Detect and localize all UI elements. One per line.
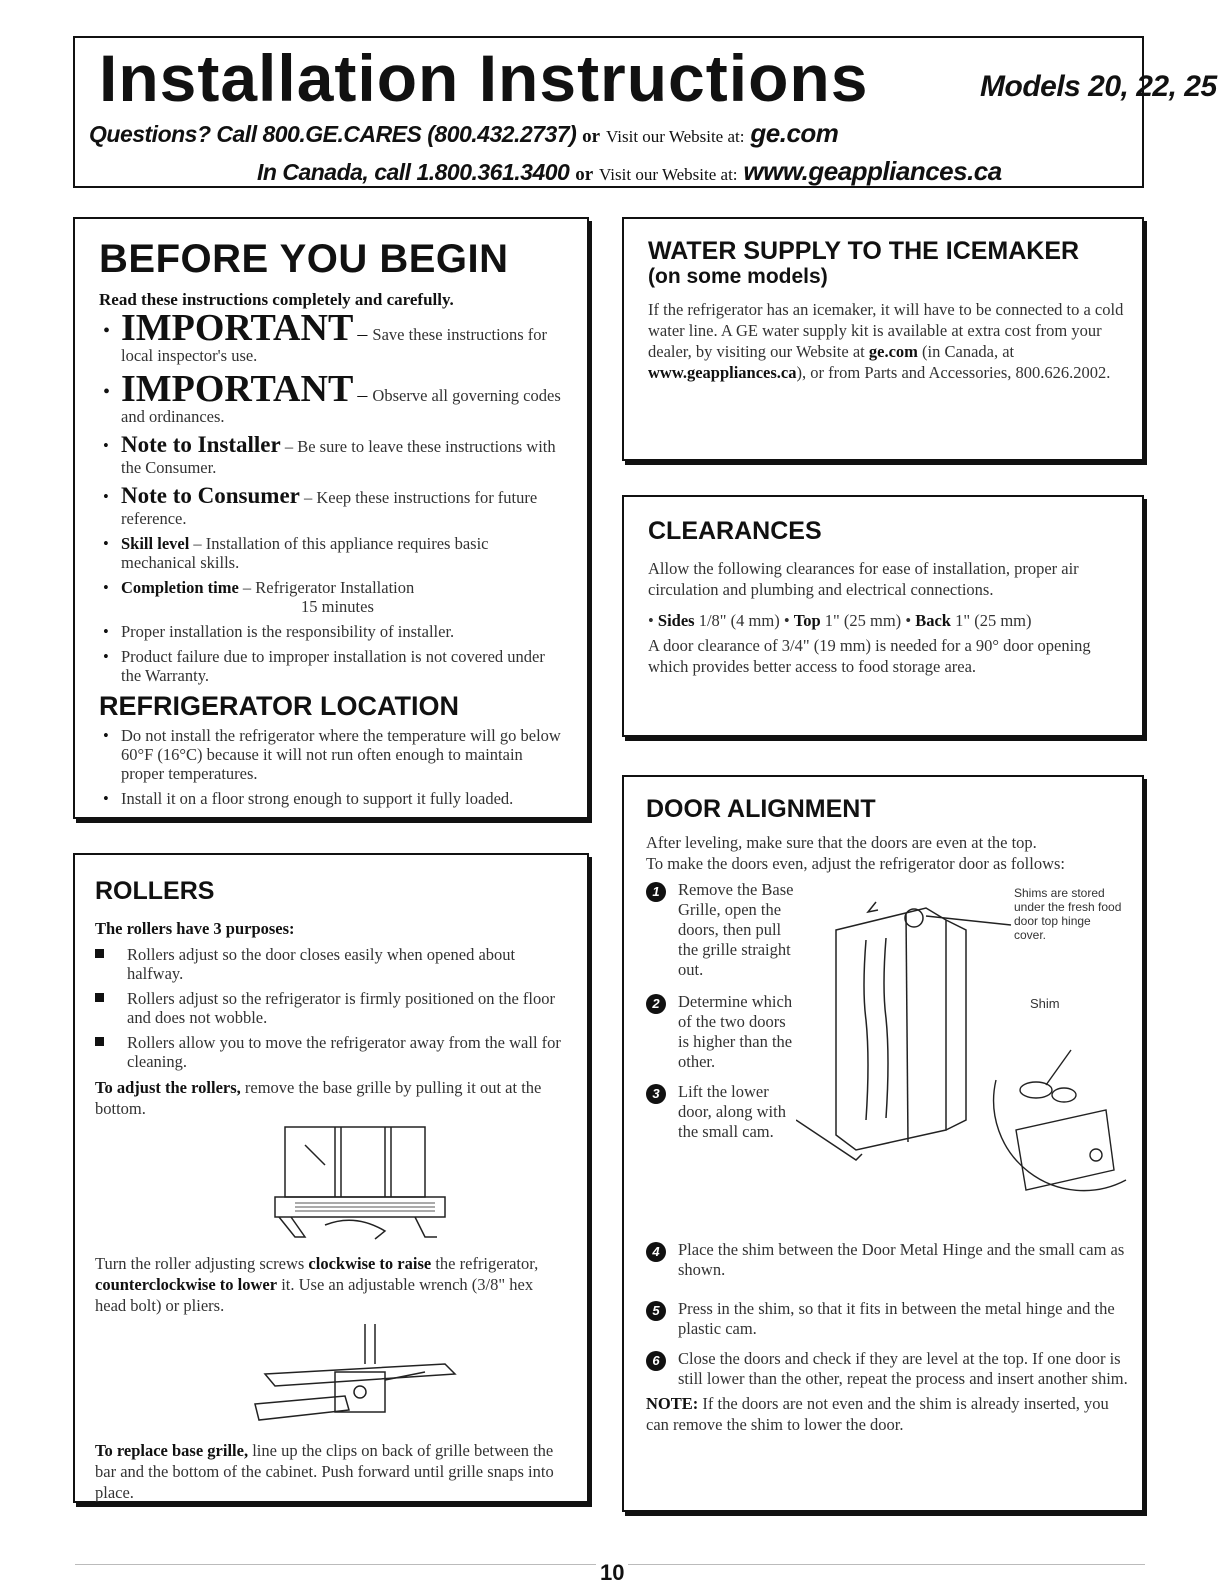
door-intro-1: After leveling, make sure that the doors are even at the top. <box>646 833 1037 852</box>
step-2: 2 Determine which of the two doors is higher than the other. <box>646 992 798 1072</box>
water-supply-section <box>622 217 1144 461</box>
completion-time-item: • Completion time – Refrigerator Installation 15 minutes <box>103 578 415 616</box>
location-item-2: • Install it on a floor strong enough to support it fully loaded. <box>103 789 514 808</box>
visit-text: Visit our Website at: <box>606 127 745 146</box>
step-5: 5 Press in the shim, so that it fits in between the metal hinge and the plastic cam. <box>646 1299 1138 1339</box>
questions-line <box>89 118 838 149</box>
turn-screws-text: Turn the roller adjusting screws clockwise to raise the refrigerator, counterclockwise to lower it. Use an adjustable wrench (3/8" hex head bolt) or pliers. <box>95 1254 539 1315</box>
shims-stored-callout: Shims are stored under the fresh food door top hinge cover. <box>1014 886 1122 942</box>
rollers-lead: The rollers have 3 purposes: <box>95 919 295 938</box>
note-consumer-item: • Note to Consumer – Keep these instructions for future reference. <box>103 483 538 528</box>
page-number: 10 <box>596 1560 628 1586</box>
adjust-rollers-text: To adjust the rollers, remove the base grille by pulling it out at the bottom. <box>95 1078 542 1118</box>
visit-text-2: Visit our Website at: <box>599 165 738 184</box>
roller-purpose-2: Rollers adjust so the refrigerator is firmly positioned on the floor and does not wobble. <box>95 989 567 1027</box>
section-title: CLEARANCES <box>648 517 822 545</box>
note-installer-item: • Note to Installer – Be sure to leave these instructions with the Consumer. <box>103 432 556 477</box>
section-title: BEFORE YOU BEGIN <box>99 237 509 281</box>
warranty-item: • Product failure due to improper installation is not covered under the Warranty. <box>103 647 545 685</box>
door-alignment-section <box>622 775 1144 1512</box>
models-label: Models 20, 22, 25 <box>980 70 1217 103</box>
clearances-intro: Allow the following clearances for ease of installation, proper air circulation and plumbing and electrical connections. <box>648 559 1079 599</box>
lead-text: Read these instructions completely and carefully. <box>99 290 454 309</box>
geappliances-link[interactable]: www.geappliances.ca <box>648 363 797 382</box>
proper-installation-item: • Proper installation is the responsibility of installer. <box>103 622 455 641</box>
section-title: DOOR ALIGNMENT <box>646 795 876 823</box>
important-item-2: • IMPORTANT – Observe all governing codes and ordinances. <box>103 368 561 426</box>
step-4: 4 Place the shim between the Door Metal Hinge and the small cam as shown. <box>646 1240 1138 1280</box>
important-heading: IMPORTANT <box>121 368 354 410</box>
clearances-values: • Sides 1/8" (4 mm) • Top 1" (25 mm) • Back 1" (25 mm) <box>648 611 1032 630</box>
door-note: NOTE: If the doors are not even and the shim is already inserted, you can remove the shim to lower the door. <box>646 1394 1109 1434</box>
page-title: Installation Instructions <box>99 41 869 115</box>
canada-website-link[interactable]: www.geappliances.ca <box>743 156 1002 186</box>
location-item-1: • Do not install the refrigerator where the temperature will go below 60°F (16°C) because it will not run often enough to maintain proper temperatures. <box>103 726 561 783</box>
header-box <box>73 36 1217 188</box>
section-title: ROLLERS <box>95 877 215 905</box>
skill-level-item: • Skill level – Installation of this appliance requires basic mechanical skills. <box>103 534 489 572</box>
or-text-2: or <box>575 164 594 185</box>
roller-purpose-1: Rollers adjust so the door closes easily when opened about halfway. <box>95 945 567 983</box>
clearances-section <box>622 495 1144 737</box>
step-6: 6 Close the doors and check if they are level at the top. If one door is still lower than the other, repeat the process and insert another shim. <box>646 1349 1138 1389</box>
before-you-begin-section <box>73 217 589 819</box>
shim-callout: Shim <box>1030 996 1060 1011</box>
roller-purpose-3: Rollers allow you to move the refrigerator away from the wall for cleaning. <box>95 1033 567 1071</box>
canada-line <box>257 156 1002 187</box>
step-3: 3 Lift the lower door, along with the small cam. <box>646 1082 798 1142</box>
base-grille-illustration <box>265 1125 485 1243</box>
roller-wrench-illustration <box>245 1324 485 1434</box>
website-link[interactable]: ge.com <box>750 118 839 148</box>
water-paragraph: If the refrigerator has an icemaker, it will have to be connected to a cold water line. A GE water supply kit is available at extra cost from your dealer, by visiting our Website at ge.com (in Canada, at www.geappliances.ca), or from Parts and Accessories, 800.626.2002. <box>648 300 1124 382</box>
door-steps-area <box>646 880 1130 1279</box>
rollers-section <box>73 853 589 1503</box>
important-item-1: • IMPORTANT – Save these instructions for local inspector's use. <box>103 307 548 365</box>
ge-link[interactable]: ge.com <box>868 342 918 361</box>
or-text: or <box>582 126 601 147</box>
canada-phone: In Canada, call 1.800.361.3400 <box>257 159 570 185</box>
location-title: REFRIGERATOR LOCATION <box>99 691 459 721</box>
important-heading: IMPORTANT <box>121 307 354 349</box>
replace-grille-text: To replace base grille, line up the clips on back of grille between the bar and the bottom of the cabinet. Push forward until grille snaps into place. <box>95 1441 554 1502</box>
section-subtitle: (on some models) <box>648 265 828 288</box>
section-title: WATER SUPPLY TO THE ICEMAKER <box>648 237 1080 265</box>
step-1: 1 Remove the Base Grille, open the doors, then pull the grille straight out. <box>646 880 798 980</box>
door-intro-2: To make the doors even, adjust the refrigerator door as follows: <box>646 854 1066 873</box>
door-clearance-text: A door clearance of 3/4" (19 mm) is needed for a 90° door opening which provides better access to food storage area. <box>648 636 1091 676</box>
questions-phone: Questions? Call 800.GE.CARES (800.432.2737) <box>89 121 577 147</box>
